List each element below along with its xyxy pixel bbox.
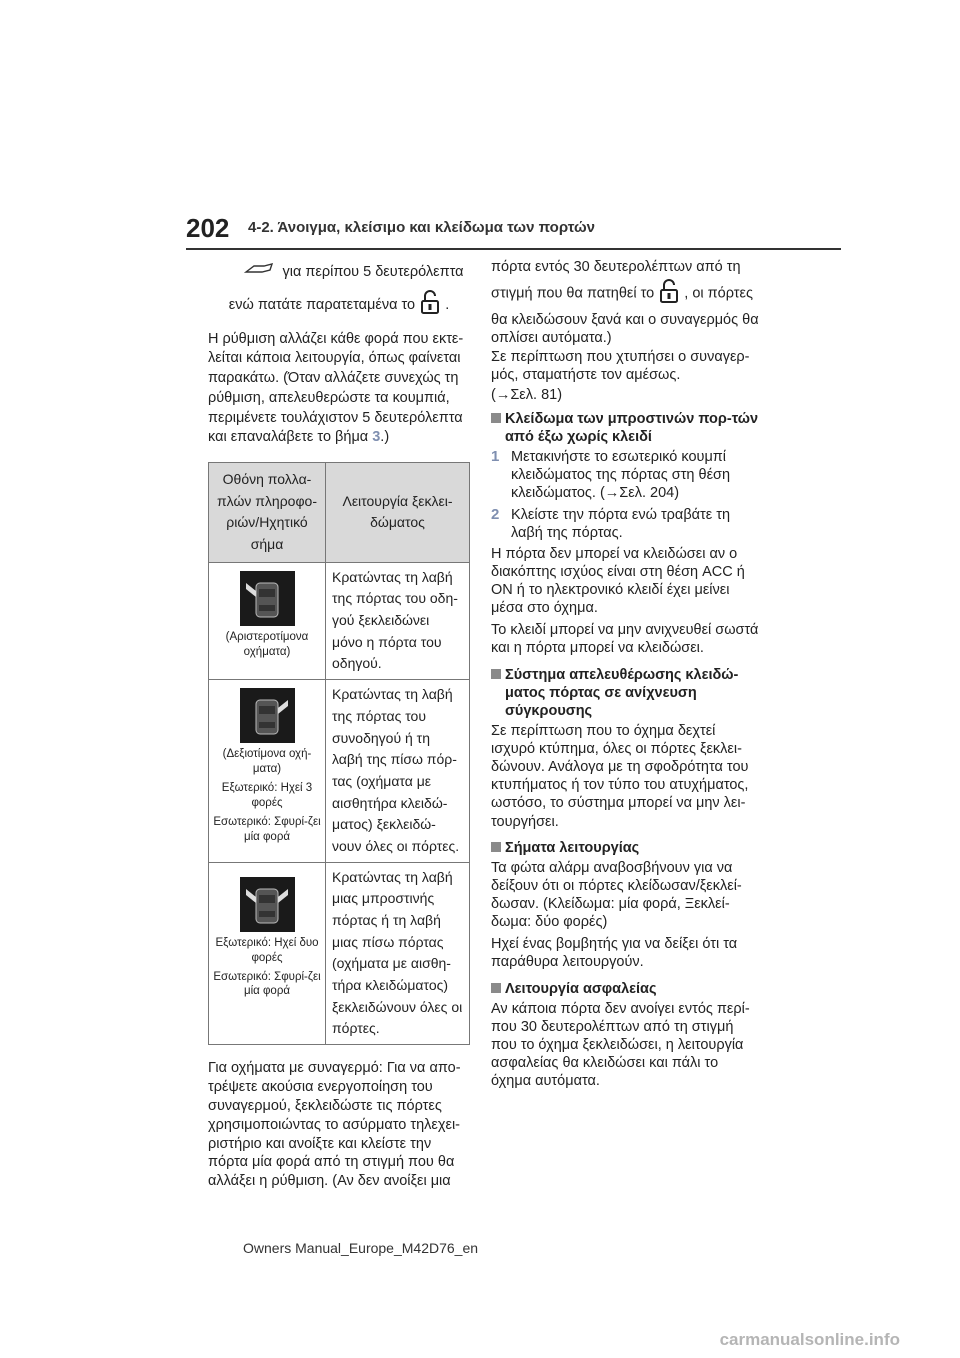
cont-text-2a: στιγμή που θα πατηθεί το [491,285,655,302]
cont-text-2b: , οι πόρτες [684,285,753,302]
step-text: Κλείστε την πόρτα ενώ τραβάτε τη λαβή της πόρτας. [511,506,731,541]
table-row [209,862,470,1045]
section-bullet-icon [491,842,501,852]
left-column [208,262,470,1197]
section-crash-unlock-heading [491,666,761,720]
display-cell-2 [209,680,326,863]
keyless-lock-note-2: Το κλειδί μπορεί να μην ανιχνευθεί σωστά και η πόρτα μπορεί να κλειδώσει. [491,622,759,657]
step-1 [491,448,761,502]
keyless-lock-note-1: Η πόρτα δεν μπορεί να κλειδώσει αν ο διακόπτης ισχύος είναι στη θέση ACC ή ON ή το ηλεκτρονικό κλειδί έχει μείνει μέσα στο όχημα. [491,545,745,617]
section-keyless-lock-heading [491,410,761,446]
security-paragraph: Αν κάποια πόρτα δεν ανοίγει εντός περί-που 30 δευτερολέπτων από τη στιγμή που το όχημα ξεκλειδώσει, η λειτουργία ασφαλείας θα κλειδώσει και πάλι το όχημα αυτόματα. [491,1000,750,1090]
key-fob-icon [244,262,274,283]
page-number: 202 [186,213,230,243]
display-cell-3 [209,862,326,1045]
page-header [186,205,766,245]
unlock-function-table [208,462,470,1045]
caption-lhd: (Αριστεροτίμονα οχήματα) [225,630,309,658]
function-cell-3: Κρατώντας τη λαβή μιας μπροστινής πόρτας ή τη λαβή μιας πίσω πόρτας (οχήματα με αισθη-τήρα κλειδώματος) ξεκλειδώνουν όλες οι πόρτες. [326,862,470,1045]
caption-exterior-2: Εξωτερικό: Ηχεί δυο φορές [215,936,319,964]
section-signals-title: Σήματα λειτουργίας [505,839,640,856]
step-text: Μετακινήστε το εσωτερικό κουμπί κλειδώματος της πόρτας στη θέση κλειδώματος. (→Σελ. 204) [511,449,731,502]
caption-exterior-3: Εξωτερικό: Ηχεί 3 φορές [221,782,313,809]
car-door-left-icon [240,571,295,626]
section-signals-heading [491,839,761,857]
step-ref-3: 3 [372,429,381,446]
section-crash-unlock-title: Σύστημα απελευθέρωσης κλειδώ-ματος πόρτας σε ανίχνευση σύγκρουσης [505,666,739,719]
section-bullet-icon [491,983,501,993]
section-security-title: Λειτουργία ασφαλείας [505,980,657,997]
step-2 [491,506,761,542]
step-number: 2 [491,505,500,523]
section-title: 4-2. Άνοιγμα, κλείσιμο και κλείδωμα των πορτών [248,219,595,236]
cont-rest: θα κλειδώσουν ξανά και ο συναγερμός θα οπλίσει αυτόματα.) [491,312,759,347]
display-cell-1 [209,562,326,679]
unlock-padlock-icon [658,278,680,309]
caption-rhd: (Δεξιοτίμονα οχή-ματα) [222,748,312,776]
unlock-padlock-icon [419,289,441,322]
right-column [491,258,761,1094]
header-rule [186,248,841,250]
manual-id-footer: Owners Manual_Europe_M42D76_en [243,1240,479,1256]
alarm-page-ref: (→Σελ. 81) [491,386,563,403]
intro-text-1: για περίπου 5 δευτερόλεπτα [282,264,464,281]
table-header-function: Λειτουργία ξεκλει-δώματος [326,462,470,562]
section-security-heading [491,980,761,998]
setting-change-paragraph [208,330,470,448]
intro-text-2b: . [445,297,450,314]
table-header-display: Οθόνη πολλα-πλών πληροφο-ριών/Ηχητικό σήμα [209,462,326,562]
cont-line-2 [491,278,761,309]
para1-text: Η ρύθμιση αλλάζει κάθε φορά που εκτε-λείται κάποια λειτουργία, όπως φαίνεται παρακάτω. (Όταν αλλάζετε συνεχώς τη ρύθμιση, απελευθερώστε τα κουμπιά, περιμένετε τουλάχιστον 5 δευτερόλεπτα και επαναλάβετε το βήμα [208,330,464,446]
table-row [209,562,470,679]
step-number: 1 [491,448,500,466]
section-bullet-icon [491,413,501,423]
alarm-note: Σε περίπτωση που χτυπήσει ο συναγερ-μός, σταματήστε τον αμέσως. [491,348,750,383]
cont-line-1: πόρτα εντός 30 δευτερολέπτων από τη [491,259,741,275]
section-bullet-icon [491,669,501,679]
table-header-row [209,462,470,562]
signals-paragraph-2: Ηχεί ένας βομβητής για να δείξει ότι τα παράθυρα λειτουργούν. [491,936,738,971]
car-all-doors-icon [240,877,295,932]
table-row [209,680,470,863]
intro-line-1 [208,262,470,283]
signals-paragraph-1: Τα φώτα αλάρμ αναβοσβήνουν για να δείξουν ότι οι πόρτες κλείδωσαν/ξεκλεί-δωσαν. (Κλείδωμα: μία φορά, Ξεκλεί-δωμα: δύο φορές) [491,859,742,931]
caption-interior-1: Εσωτερικό: Σφυρί-ζει μία φορά [213,815,321,843]
car-door-right-icon [240,688,295,743]
crash-unlock-paragraph: Σε περίπτωση που το όχημα δεχτεί ισχυρό κτύπημα, όλες οι πόρτες ξεκλει-δώνουν. Ανάλογα με τη σφοδρότητα του κτυπήματος ή τον τύπο του ατυχήματος, ωστόσο, το σύστημα μπορεί να μην λει-τουργήσει. [491,722,749,830]
function-cell-2: Κρατώντας τη λαβή της πόρτας του συνοδηγού ή τη λαβή της πίσω πόρ-τας (οχήματα με αισθητήρα κλειδώ-ματος) ξεκλειδώ-νουν όλες οι πόρτες. [326,680,470,863]
alarm-paragraph: Για οχήματα με συναγερμό: Για να απο-τρέψετε ακούσια ενεργοποίηση του συναγερμού, ξεκλειδώστε τις πόρτες χρησιμοποιώντας το ασύρματο τηλεχει-ριστήριο και ανοίξτε και κλείστε την πόρτα μία φορά από τη στιγμή που θα αλλάξει η ρύθμιση. (Αν δεν ανοίξει μια [208,1060,461,1190]
intro-text-2a: ενώ πατάτε παρατεταμένα το [228,297,416,314]
intro-line-2 [208,289,470,322]
section-keyless-lock-title: Κλείδωμα των μπροστινών πορ-τών από έξω χωρίς κλειδί [505,410,759,445]
caption-interior-1b: Εσωτερικό: Σφυρί-ζει μία φορά [213,970,321,998]
function-cell-1: Κρατώντας τη λαβή της πόρτας του οδη-γού ξεκλειδώνει μόνο η πόρτα του οδηγού. [326,562,470,679]
para1-end: .) [380,429,390,446]
watermark-logo: carmanualsonline.info [719,1330,900,1349]
